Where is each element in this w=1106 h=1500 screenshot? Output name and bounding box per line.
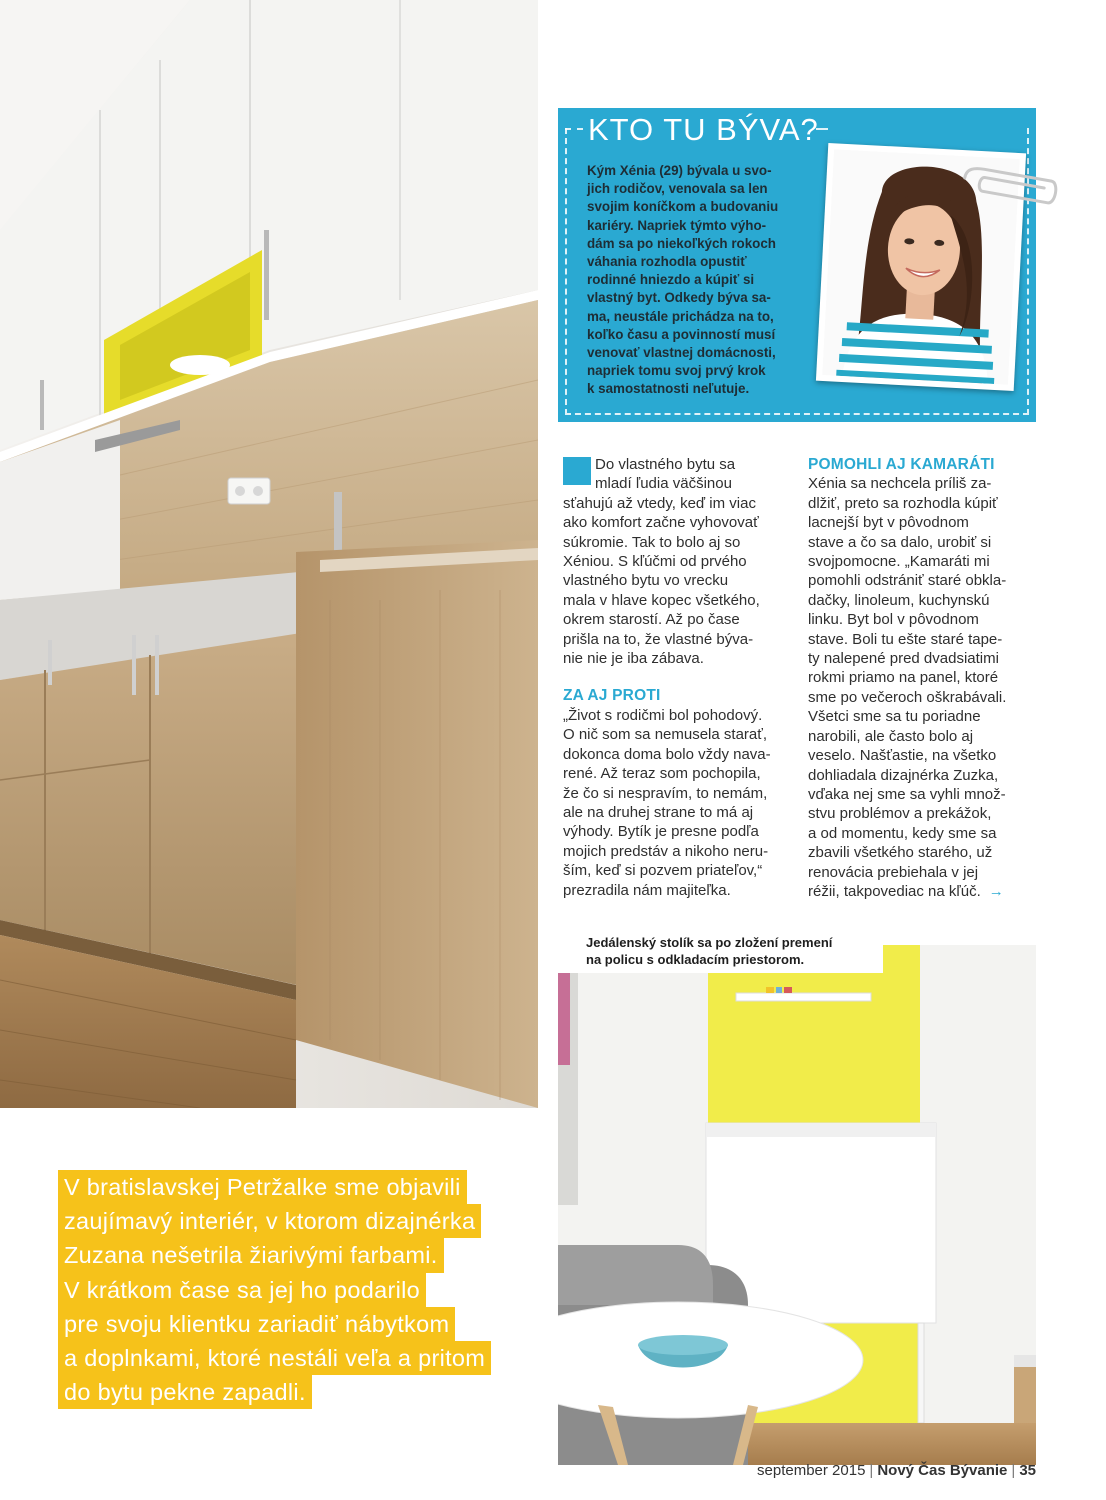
article-line: rené. Až teraz som pochopila,: [563, 765, 761, 783]
article-column-2: [808, 455, 1038, 901]
article-line: vďaka nej sme sa vyhli množ-: [808, 785, 1006, 803]
article-line: sťahujú až vtedy, keď im viac: [563, 494, 756, 512]
article-column-1: [563, 455, 798, 900]
article-line: Všetci sme sa tu poriadne: [808, 708, 981, 726]
lead-line: V bratislavskej Petržalke sme objavili: [58, 1170, 467, 1204]
box-text-line: kariéry. Napriek týmto výho-: [587, 217, 767, 233]
article-line: „Život s rodičmi bol pohodový.: [563, 706, 763, 724]
article-line: O nič som sa nemusela starať,: [563, 726, 768, 744]
caption-line: Jedálenský stolík sa po zložení premení: [586, 935, 833, 950]
article-line: súkromie. Tak to bolo aj so: [563, 533, 741, 551]
caption-line: na policu s odkladacím priestorom.: [586, 952, 805, 967]
box-text-line: dám sa po niekoľkých rokoch: [587, 235, 776, 251]
article-line: sme po večeroch oškrabávali.: [808, 688, 1007, 706]
article-line: ale na druhej strane to má aj: [563, 803, 754, 821]
article-line: ším, keď si pozvem priateľov,“: [563, 862, 763, 880]
article-line: vlastného bytu vo vrecku: [563, 572, 729, 590]
article-line: mladí ľudia väčšinou: [595, 475, 732, 493]
article-line: že čo si nespravím, to nemám,: [563, 784, 768, 802]
lead-line: zaujímavý interiér, v ktorom dizajnérka: [58, 1204, 481, 1238]
article-line: lacnejší byt v pôvodnom: [808, 514, 969, 532]
footer-magazine-name: Nový Čas Bývanie: [877, 1462, 1008, 1479]
box-text-line: jich rodičov, venovala sa len: [587, 181, 768, 197]
article-line: dačky, linoleum, kuchynskú: [808, 591, 990, 609]
section-heading-friends-helped: POMOHLI AJ KAMARÁTI: [808, 456, 995, 473]
article-line: a od momentu, kedy sme sa: [808, 824, 997, 842]
article-line: Xénia sa nechcela príliš za-: [808, 475, 992, 493]
article-line: prezradila nám majiteľka.: [563, 881, 731, 899]
article-line: Do vlastného bytu sa: [595, 456, 736, 473]
box-text-line: rodinné hniezdo a kúpiť si: [587, 272, 755, 288]
lead-line: V krátkom čase sa jej ho podarilo: [58, 1273, 426, 1307]
article-line: prišla na to, že vlastné býva-: [563, 630, 754, 648]
article-line: veselo. Našťastie, na všetko: [808, 747, 997, 765]
article-line: výhody. Bytík je presne podľa: [563, 823, 759, 841]
box-dashed-frame-top: [565, 128, 583, 130]
article-line-text: réžii, takpovediac na kľúč.: [808, 882, 981, 900]
lead-paragraph: [58, 1170, 528, 1409]
lead-line: pre svoju klientku zariadiť nábytkom: [58, 1307, 455, 1341]
box-text-line: vlastný byt. Odkedy býva sa-: [587, 290, 771, 306]
article-line: pomohli odstrániť staré obkla-: [808, 572, 1007, 590]
box-text-line: Kým Xénia (29) bývala u svo-: [587, 163, 772, 178]
article-line: mojich predstáv a nikoho neru-: [563, 842, 769, 860]
article-line: linku. Byt bol v pôvodnom: [808, 611, 979, 629]
article-line: dokonca doma bolo vždy nava-: [563, 745, 771, 763]
photo-caption: [558, 932, 883, 973]
article-line-last: [808, 882, 1038, 901]
article-line: ako komfort začne vyhovovať: [563, 514, 759, 532]
lead-line: do bytu pekne zapadli.: [58, 1375, 312, 1409]
box-text-line: k samostatnosti neľutuje.: [587, 381, 750, 397]
section-heading-pros-cons: ZA AJ PROTI: [563, 687, 661, 705]
page-footer: september 2015 | Nový Čas Bývanie | 35: [757, 1462, 1036, 1479]
article-line: stvu problémov a prekážok,: [808, 805, 992, 823]
box-title: KTO TU BÝVA?: [588, 112, 819, 147]
article-line: stave. Boli tu ešte staré tape-: [808, 630, 1003, 648]
article-line: renovácia prebiehala v jej: [808, 863, 979, 881]
box-text-line: ma, neustále prichádza na to,: [587, 308, 774, 324]
article-line: mala v hlave kopec všetkého,: [563, 591, 760, 609]
article-line: ty nalepené pred dvadsiatimi: [808, 650, 999, 668]
article-line: rokmi priamo na panel, ktoré: [808, 669, 999, 687]
article-line: svojpomocne. „Kamaráti mi: [808, 553, 990, 571]
dining-room-photo: [558, 945, 1036, 1465]
article-line: narobili, ale často bolo aj: [808, 727, 974, 745]
article-line: okrem starostí. Až po čase: [563, 611, 740, 629]
lead-line: a doplnkami, ktoré nestáli veľa a pritom: [58, 1341, 491, 1375]
continue-arrow-icon: →: [988, 882, 1004, 900]
article-line: dlžiť, preto sa rozhodla kúpiť: [808, 494, 998, 512]
kitchen-photo: [0, 0, 538, 1108]
article-line: stave a čo sa dalo, urobiť si: [808, 533, 992, 551]
article-line: dohliadala dizajnérka Zuzka,: [808, 766, 999, 784]
lead-line: Zuzana nešetrila žiarivými farbami.: [58, 1238, 444, 1272]
box-text-line: svojim koníčkom a budovaniu: [587, 199, 779, 215]
article-line: zbavili všetkého starého, už: [808, 844, 993, 862]
box-text-line: koľko času a povinností musí: [587, 326, 776, 342]
article-line: Xéniou. S kľúčmi od prvého: [563, 553, 747, 571]
box-text-line: venovať vlastnej domácnosti,: [587, 345, 776, 361]
article-line: nie nie je iba zábava.: [563, 650, 704, 668]
box-text-line: váhania rozhodla opustiť: [587, 254, 747, 270]
box-text-line: napriek tomu svoj prvý krok: [587, 363, 766, 379]
footer-date: september 2015: [757, 1462, 866, 1479]
box-text: [587, 162, 827, 399]
page-number: 35: [1019, 1462, 1036, 1479]
